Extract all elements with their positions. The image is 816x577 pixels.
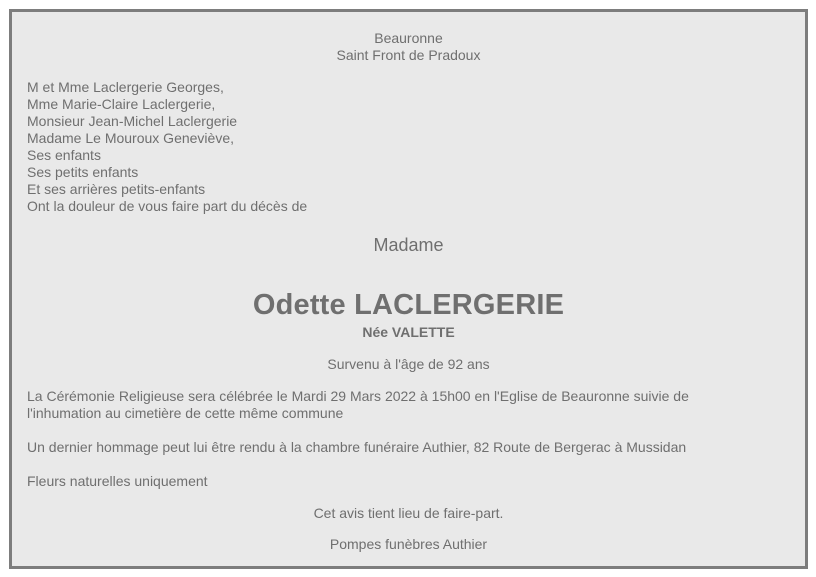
family-list [27, 79, 787, 215]
ceremony-text [27, 388, 787, 422]
family-line: Madame Le Mouroux Geneviève, [27, 130, 234, 146]
flowers-text: Fleurs naturelles uniquement [27, 473, 208, 489]
location-header [12, 30, 805, 64]
death-notice-card [9, 9, 808, 569]
announcement-line: Ont la douleur de vous faire part du décès de [27, 198, 308, 214]
age-text: Survenu à l'âge de 92 ans [327, 356, 490, 372]
notice-text: Cet avis tient lieu de faire-part. [313, 505, 504, 521]
family-line: Ses petits enfants [27, 164, 139, 180]
ceremony-line: La Cérémonie Religieuse sera célébrée le Mardi 29 Mars 2022 à 15h00 en l'Eglise de Beauronne suivie de [27, 388, 689, 404]
village-name: Beauronne [374, 30, 443, 46]
family-line: Ses enfants [27, 147, 101, 163]
maiden-name: Née VALETTE [362, 324, 455, 340]
funeral-home: Pompes funèbres Authier [329, 536, 488, 552]
deceased-name: Odette LACLERGERIE [252, 289, 565, 321]
family-line: Mme Marie-Claire Laclergerie, [27, 96, 216, 112]
civility: Madame [373, 235, 444, 255]
family-line: Monsieur Jean-Michel Laclergerie [27, 113, 238, 129]
family-line: M et Mme Laclergerie Georges, [27, 79, 224, 95]
family-line: Et ses arrières petits-enfants [27, 181, 206, 197]
homage-text: Un dernier hommage peut lui être rendu à la chambre funéraire Authier, 82 Route de Bergerac à Mussidan [27, 439, 687, 455]
ceremony-line: l'inhumation au cimetière de cette même commune [27, 405, 344, 421]
commune-name: Saint Front de Pradoux [336, 47, 481, 63]
